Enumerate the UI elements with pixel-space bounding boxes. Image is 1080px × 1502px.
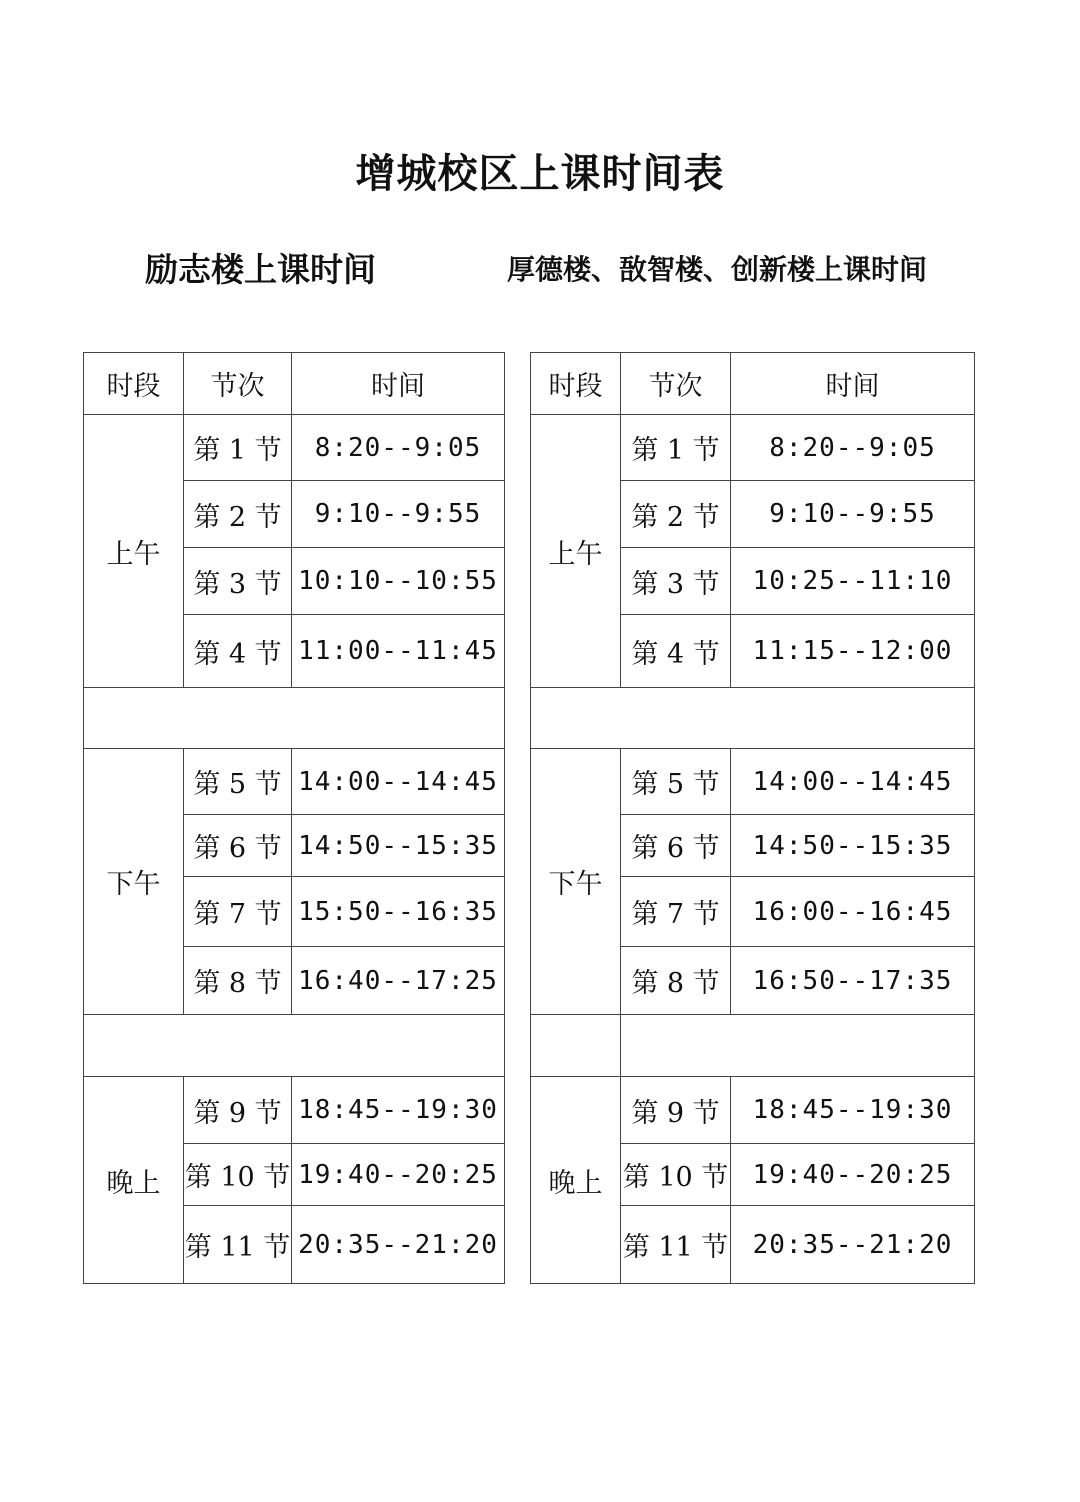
- time-cell: 20:35--21:20: [731, 1206, 975, 1284]
- period-cell: 第 10 节: [621, 1144, 731, 1206]
- period-cell: 第 9 节: [184, 1077, 292, 1144]
- segment-afternoon: 下午: [531, 749, 621, 1015]
- period-cell: 第 5 节: [621, 749, 731, 815]
- period-cell: 第 6 节: [184, 815, 292, 877]
- break-cell: [531, 1015, 621, 1077]
- table-row: [84, 415, 505, 481]
- time-cell: 14:00--14:45: [292, 749, 505, 815]
- header-time: 时间: [731, 353, 975, 415]
- time-cell: 14:00--14:45: [731, 749, 975, 815]
- segment-afternoon: 下午: [84, 749, 184, 1015]
- time-cell: 10:10--10:55: [292, 548, 505, 615]
- table-row: [84, 749, 505, 815]
- table-row: [531, 415, 975, 481]
- break-row: [531, 1015, 975, 1077]
- period-cell: 第 4 节: [621, 615, 731, 688]
- break-row: [84, 1015, 505, 1077]
- period-cell: 第 3 节: [621, 548, 731, 615]
- break-row: [84, 688, 505, 749]
- time-cell: 16:50--17:35: [731, 947, 975, 1015]
- right-building-heading: 厚德楼、敔智楼、创新楼上课时间: [507, 253, 928, 286]
- segment-evening: 晚上: [84, 1077, 184, 1284]
- header-period: 节次: [621, 353, 731, 415]
- header-period: 节次: [184, 353, 292, 415]
- segment-evening: 晚上: [531, 1077, 621, 1284]
- period-cell: 第 2 节: [184, 481, 292, 548]
- time-cell: 10:25--11:10: [731, 548, 975, 615]
- time-cell: 9:10--9:55: [292, 481, 505, 548]
- break-cell: [84, 688, 505, 749]
- time-cell: 11:00--11:45: [292, 615, 505, 688]
- period-cell: 第 10 节: [184, 1144, 292, 1206]
- table-row: [531, 1077, 975, 1144]
- right-schedule-table: [530, 352, 975, 1284]
- period-cell: 第 1 节: [621, 415, 731, 481]
- header-segment: 时段: [84, 353, 184, 415]
- period-cell: 第 8 节: [621, 947, 731, 1015]
- period-cell: 第 8 节: [184, 947, 292, 1015]
- time-cell: 14:50--15:35: [292, 815, 505, 877]
- period-cell: 第 11 节: [621, 1206, 731, 1284]
- period-cell: 第 9 节: [621, 1077, 731, 1144]
- break-cell: [531, 688, 975, 749]
- time-cell: 19:40--20:25: [292, 1144, 505, 1206]
- period-cell: 第 2 节: [621, 481, 731, 548]
- break-row: [531, 688, 975, 749]
- time-cell: 18:45--19:30: [292, 1077, 505, 1144]
- left-schedule-table: [83, 352, 505, 1284]
- table-row: [84, 1077, 505, 1144]
- time-cell: 8:20--9:05: [292, 415, 505, 481]
- period-cell: 第 4 节: [184, 615, 292, 688]
- header-row: [531, 353, 975, 415]
- period-cell: 第 3 节: [184, 548, 292, 615]
- time-cell: 16:00--16:45: [731, 877, 975, 947]
- time-cell: 9:10--9:55: [731, 481, 975, 548]
- time-cell: 18:45--19:30: [731, 1077, 975, 1144]
- header-segment: 时段: [531, 353, 621, 415]
- time-cell: 20:35--21:20: [292, 1206, 505, 1284]
- page-title: 增城校区上课时间表: [355, 151, 725, 197]
- time-cell: 19:40--20:25: [731, 1144, 975, 1206]
- period-cell: 第 5 节: [184, 749, 292, 815]
- time-cell: 16:40--17:25: [292, 947, 505, 1015]
- period-cell: 第 6 节: [621, 815, 731, 877]
- period-cell: 第 1 节: [184, 415, 292, 481]
- time-cell: 8:20--9:05: [731, 415, 975, 481]
- break-cell: [621, 1015, 975, 1077]
- segment-morning: 上午: [84, 415, 184, 688]
- left-building-heading: 励志楼上课时间: [145, 250, 376, 289]
- period-cell: 第 7 节: [184, 877, 292, 947]
- period-cell: 第 11 节: [184, 1206, 292, 1284]
- time-cell: 15:50--16:35: [292, 877, 505, 947]
- table-row: [531, 749, 975, 815]
- header-row: [84, 353, 505, 415]
- header-time: 时间: [292, 353, 505, 415]
- break-cell: [84, 1015, 505, 1077]
- segment-morning: 上午: [531, 415, 621, 688]
- time-cell: 14:50--15:35: [731, 815, 975, 877]
- time-cell: 11:15--12:00: [731, 615, 975, 688]
- period-cell: 第 7 节: [621, 877, 731, 947]
